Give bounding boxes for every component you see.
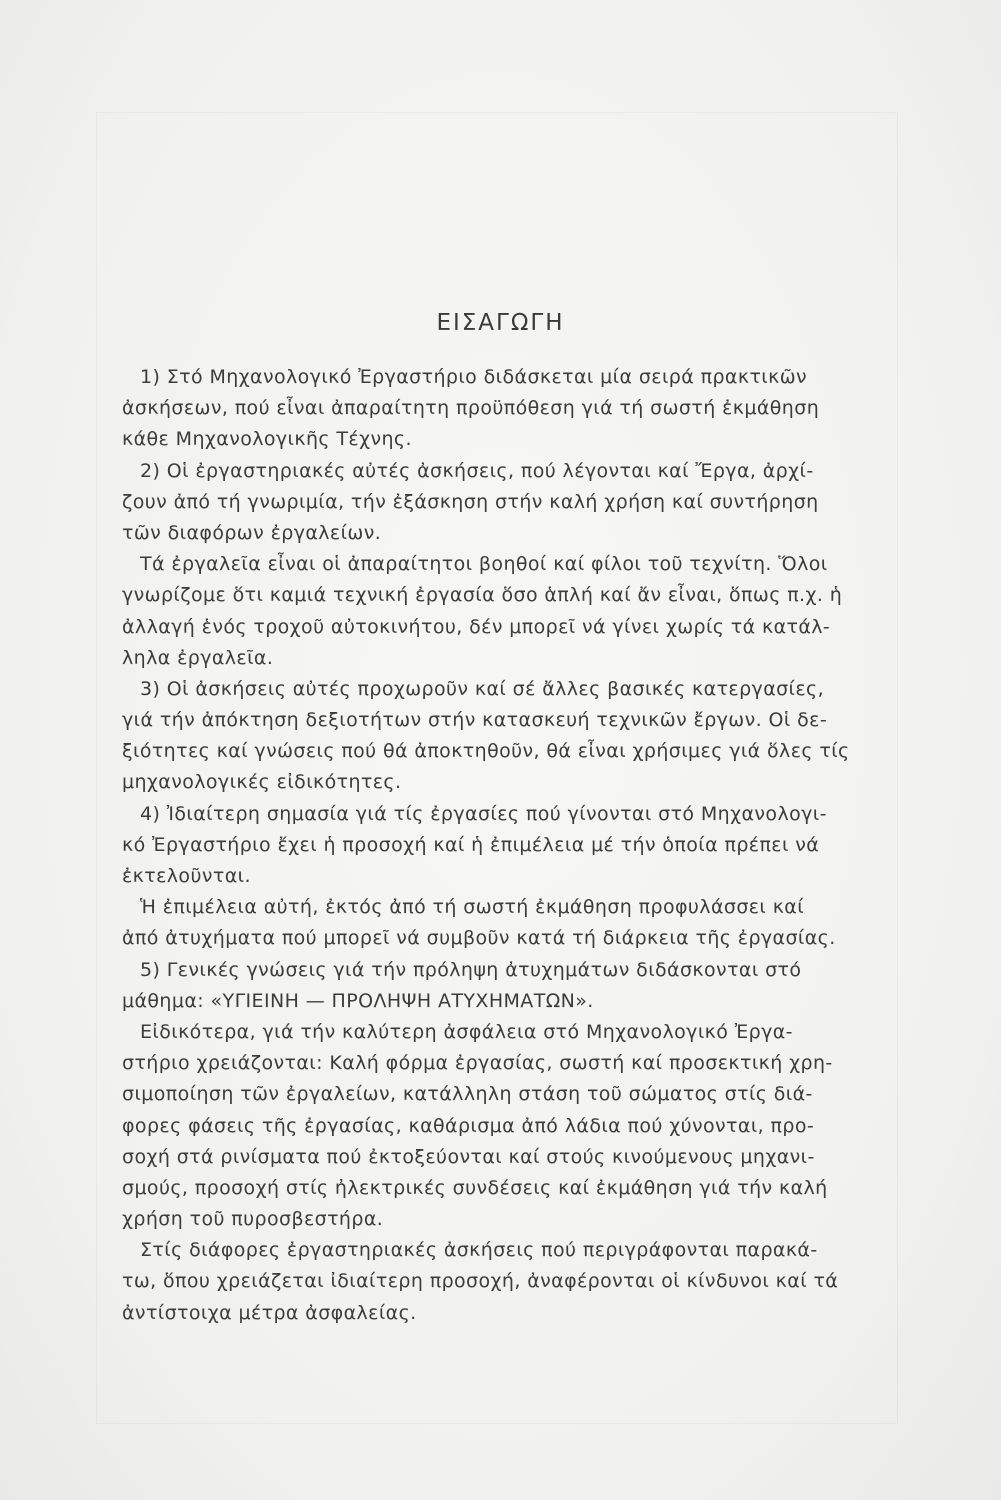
text-line: τω, ὅπου χρειάζεται ἰδιαίτερη προσοχή, ἀναφέρονται οἱ κίνδυνοι καί τά	[122, 1270, 839, 1293]
text-line: 3) Οἱ ἀσκήσεις αὐτές προχωροῦν καί σέ ἄλλες βασικές κατεργασίες,	[140, 677, 825, 700]
text-line: 2) Οἱ ἐργαστηριακές αὐτές ἀσκήσεις, πού λέγονται καί Ἔργα, ἀρχί-	[140, 459, 814, 482]
text-line: χρήση τοῦ πυροσβεστήρα.	[122, 1208, 384, 1231]
text-line: ληλα ἐργαλεῖα.	[122, 646, 274, 669]
text-line: κό Ἐργαστήριο ἔχει ἡ προσοχή καί ἡ ἐπιμέλεια μέ τήν ὁποία πρέπει νά	[122, 833, 820, 856]
text-line: σιμοποίηση τῶν ἐργαλείων, κατάλληλη στάση τοῦ σώματος στίς διά-	[122, 1083, 813, 1106]
text-line: ἀλλαγή ἑνός τροχοῦ αὐτοκινήτου, δέν μπορεῖ νά γίνει χωρίς τά κατάλ-	[122, 615, 831, 638]
text-line: ξιότητες καί γνώσεις πού θά ἀποκτηθοῦν, θά εἶναι χρήσιμες γιά ὅλες τίς	[122, 740, 850, 763]
text-line: σμούς, προσοχή στίς ἠλεκτρικές συνδέσεις καί ἐκμάθηση γιά τήν καλή	[122, 1176, 828, 1199]
text-line: ἀντίστοιχα μέτρα ἀσφαλείας.	[122, 1301, 417, 1324]
text-line: ἀσκήσεων, πού εἶναι ἀπαραίτητη προϋπόθεση γιά τή σωστή ἐκμάθηση	[122, 397, 820, 420]
text-line: γνωρίζομε ὅτι καμιά τεχνική ἐργασία ὅσο ἁπλή καί ἄν εἶναι, ὅπως π.χ. ἡ	[122, 584, 843, 607]
body-text	[122, 362, 900, 1329]
text-line: Τά ἐργαλεῖα εἶναι οἱ ἀπαραίτητοι βοηθοί καί φίλοι τοῦ τεχνίτη. Ὅλοι	[140, 553, 828, 576]
text-line: Ἡ ἐπιμέλεια αὐτή, ἐκτός ἀπό τή σωστή ἐκμάθηση προφυλάσσει καί	[140, 896, 805, 919]
text-line: 4) Ἰδιαίτερη σημασία γιά τίς ἐργασίες πού γίνονται στό Μηχανολογι-	[140, 802, 827, 825]
text-line: μηχανολογικές εἰδικότητες.	[122, 771, 402, 794]
text-line: 1) Στό Μηχανολογικό Ἐργαστήριο διδάσκεται μία σειρά πρακτικῶν	[140, 366, 808, 388]
text-line: τῶν διαφόρων ἐργαλείων.	[122, 521, 382, 544]
page-title: ΕΙΣΑΓΩΓΗ	[436, 310, 565, 336]
text-line: ζουν ἀπό τή γνωριμία, τήν ἐξάσκηση στήν καλή χρήση καί συντήρηση	[122, 490, 819, 513]
text-line: 5) Γενικές γνώσεις γιά τήν πρόληψη ἀτυχημάτων διδάσκονται στό	[140, 958, 802, 981]
text-line: φορες φάσεις τῆς ἐργασίας, καθάρισμα ἀπό λάδια πού χύνονται, προ-	[122, 1114, 815, 1137]
text-line: ἀπό ἀτυχήματα πού μπορεῖ νά συμβοῦν κατά τή διάρκεια τῆς ἐργασίας.	[122, 927, 836, 950]
text-line: κάθε Μηχανολογικῆς Τέχνης.	[122, 428, 412, 451]
text-line: Στίς διάφορες ἐργαστηριακές ἀσκήσεις πού περιγράφονται παρακά-	[140, 1239, 818, 1262]
text-line: μάθημα: «ΥΓΙΕΙΝΗ — ΠΡΟΛΗΨΗ ΑΤΥΧΗΜΑΤΩΝ».	[122, 989, 594, 1012]
text-line: γιά τήν ἀπόκτηση δεξιοτήτων στήν κατασκευή τεχνικῶν ἔργων. Οἱ δε-	[122, 709, 828, 732]
text-line: Εἰδικότερα, γιά τήν καλύτερη ἀσφάλεια στό Μηχανολογικό Ἐργα-	[140, 1020, 793, 1043]
text-line: σοχή στά ρινίσματα πού ἐκτοξεύονται καί στούς κινούμενους μηχανι-	[122, 1145, 815, 1168]
text-line: στήριο χρειάζονται: Καλή φόρμα ἐργασίας, σωστή καί προσεκτική χρη-	[122, 1052, 833, 1075]
text-line: ἐκτελοῦνται.	[122, 865, 251, 887]
